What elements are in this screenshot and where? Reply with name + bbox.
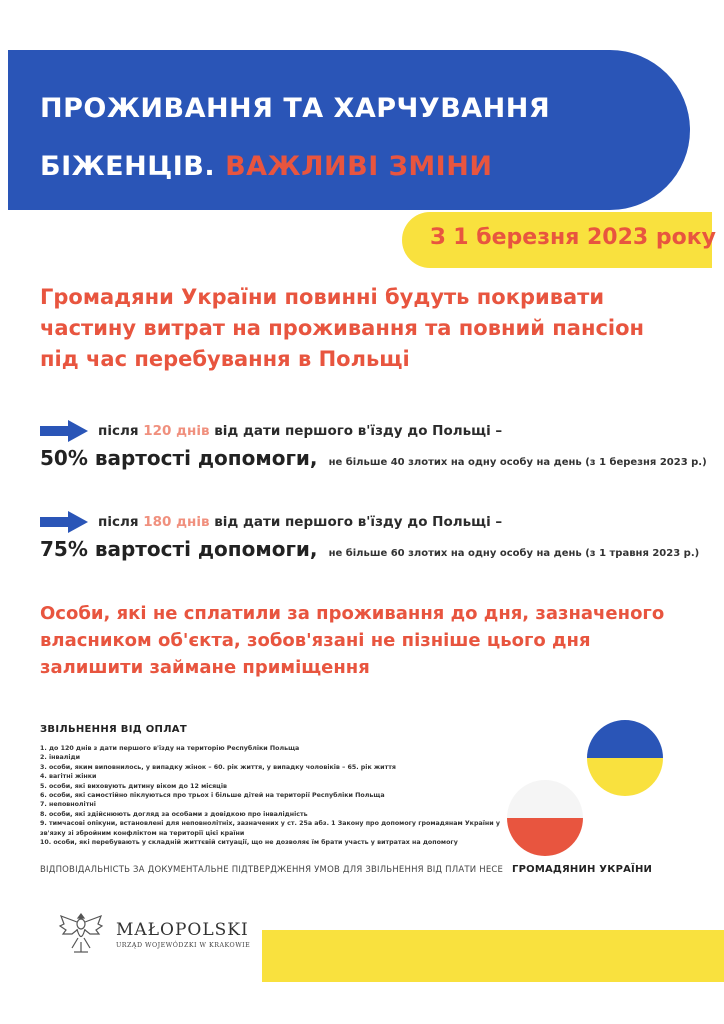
list-item: 3. особи, яким виповнилось, у випадку жінок – 60. рік життя, у випадку чоловіків – 65. рік життя — [40, 763, 396, 771]
rule-cost — [40, 537, 699, 561]
responsibility-note — [40, 864, 652, 875]
arrow-right-icon — [40, 511, 88, 533]
list-item: 9. тимчасові опікуни, встановлені для неповнолітніх, зазначених у ст. 25а абз. 1 Закону про допомогу громадянам України у зв'язку зі збройним конфліктом на території цієї країни — [40, 820, 500, 837]
rule-cost-limit: не більше 60 злотих на одну особу на день (з 1 травня 2023 р.) — [328, 548, 700, 559]
list-item: 4. вагітні жінки — [40, 773, 97, 781]
logo-subtitle: URZĄD WOJEWÓDZKI W KRAKOWIE — [116, 942, 251, 949]
ukraine-flag-icon — [587, 720, 663, 796]
exemptions-list — [40, 744, 510, 847]
poland-flag-icon — [507, 780, 583, 856]
rule-cost-share: 50% вартості допомоги, — [40, 446, 318, 470]
rule-days: 180 днів — [143, 514, 210, 530]
list-item: 2. інваліди — [40, 754, 80, 762]
arrow-right-icon — [40, 420, 88, 442]
list-item: 8. особи, які здійснюють догляд за особами з довідкою про інвалідність — [40, 810, 308, 818]
rule-condition — [98, 514, 502, 530]
rule-suffix: від дати першого в'їзду до Польщі – — [214, 514, 503, 530]
eagle-emblem-icon — [58, 908, 104, 958]
list-item: 7. неповнолітні — [40, 801, 96, 809]
warning-text: Особи, які не сплатили за проживання до дня, зазначеного власником об'єкта, зобов'язані не пізніше цього дня залишити займане приміщення — [40, 603, 665, 678]
rule-suffix: від дати першого в'їзду до Польщі – — [214, 423, 503, 439]
rule-cost-limit: не більше 40 злотих на одну особу на день (з 1 березня 2023 р.) — [328, 457, 707, 468]
responsibility-text: ВІДПОВІДАЛЬНІСТЬ ЗА ДОКУМЕНТАЛЬНЕ ПІДТВЕРДЖЕННЯ УМОВ ДЛЯ ЗВІЛЬНЕННЯ ВІД ПЛАТИ НЕСЕ — [40, 865, 504, 875]
rule-prefix: після — [98, 423, 139, 439]
rule-cost — [40, 446, 707, 470]
list-item: 1. до 120 днів з дати першого в'їзду на територію Республіки Польща — [40, 745, 300, 752]
page-title-main: БІЖЕНЦІВ. — [40, 151, 216, 182]
list-item: 10. особи, які перебувають у складній життєвій ситуації, що не дозволяє їм брати участь у витратах на допомогу — [40, 839, 458, 847]
footer-bar — [262, 930, 724, 982]
rule-days: 120 днів — [143, 423, 210, 439]
rule-prefix: після — [98, 514, 139, 530]
page-title-accent: ВАЖЛИВІ ЗМІНИ — [225, 151, 493, 182]
rule-cost-share: 75% вартості допомоги, — [40, 537, 318, 561]
list-item: 5. особи, які виховують дитину віком до 12 місяців — [40, 782, 227, 790]
header-banner — [8, 50, 690, 210]
logo-name: MAŁOPOLSKI — [116, 920, 249, 940]
lead-text: Громадяни України повинні будуть покривати частину витрат на проживання та повний пансіон під час перебування в Польщі — [40, 285, 645, 371]
rule-condition — [98, 423, 502, 439]
page-title-line-2 — [40, 151, 492, 182]
page-title-line-1: ПРОЖИВАННЯ ТА ХАРЧУВАННЯ — [40, 93, 551, 124]
responsibility-bearer: ГРОМАДЯНИН УКРАЇНИ — [512, 864, 653, 875]
list-item: 6. особи, які самостійно піклуються про трьох і більше дітей на території Республіки Польща — [40, 792, 385, 800]
exemptions-title: ЗВІЛЬНЕННЯ ВІД ОПЛАТ — [40, 724, 187, 735]
effective-date: З 1 березня 2023 року — [430, 225, 716, 250]
